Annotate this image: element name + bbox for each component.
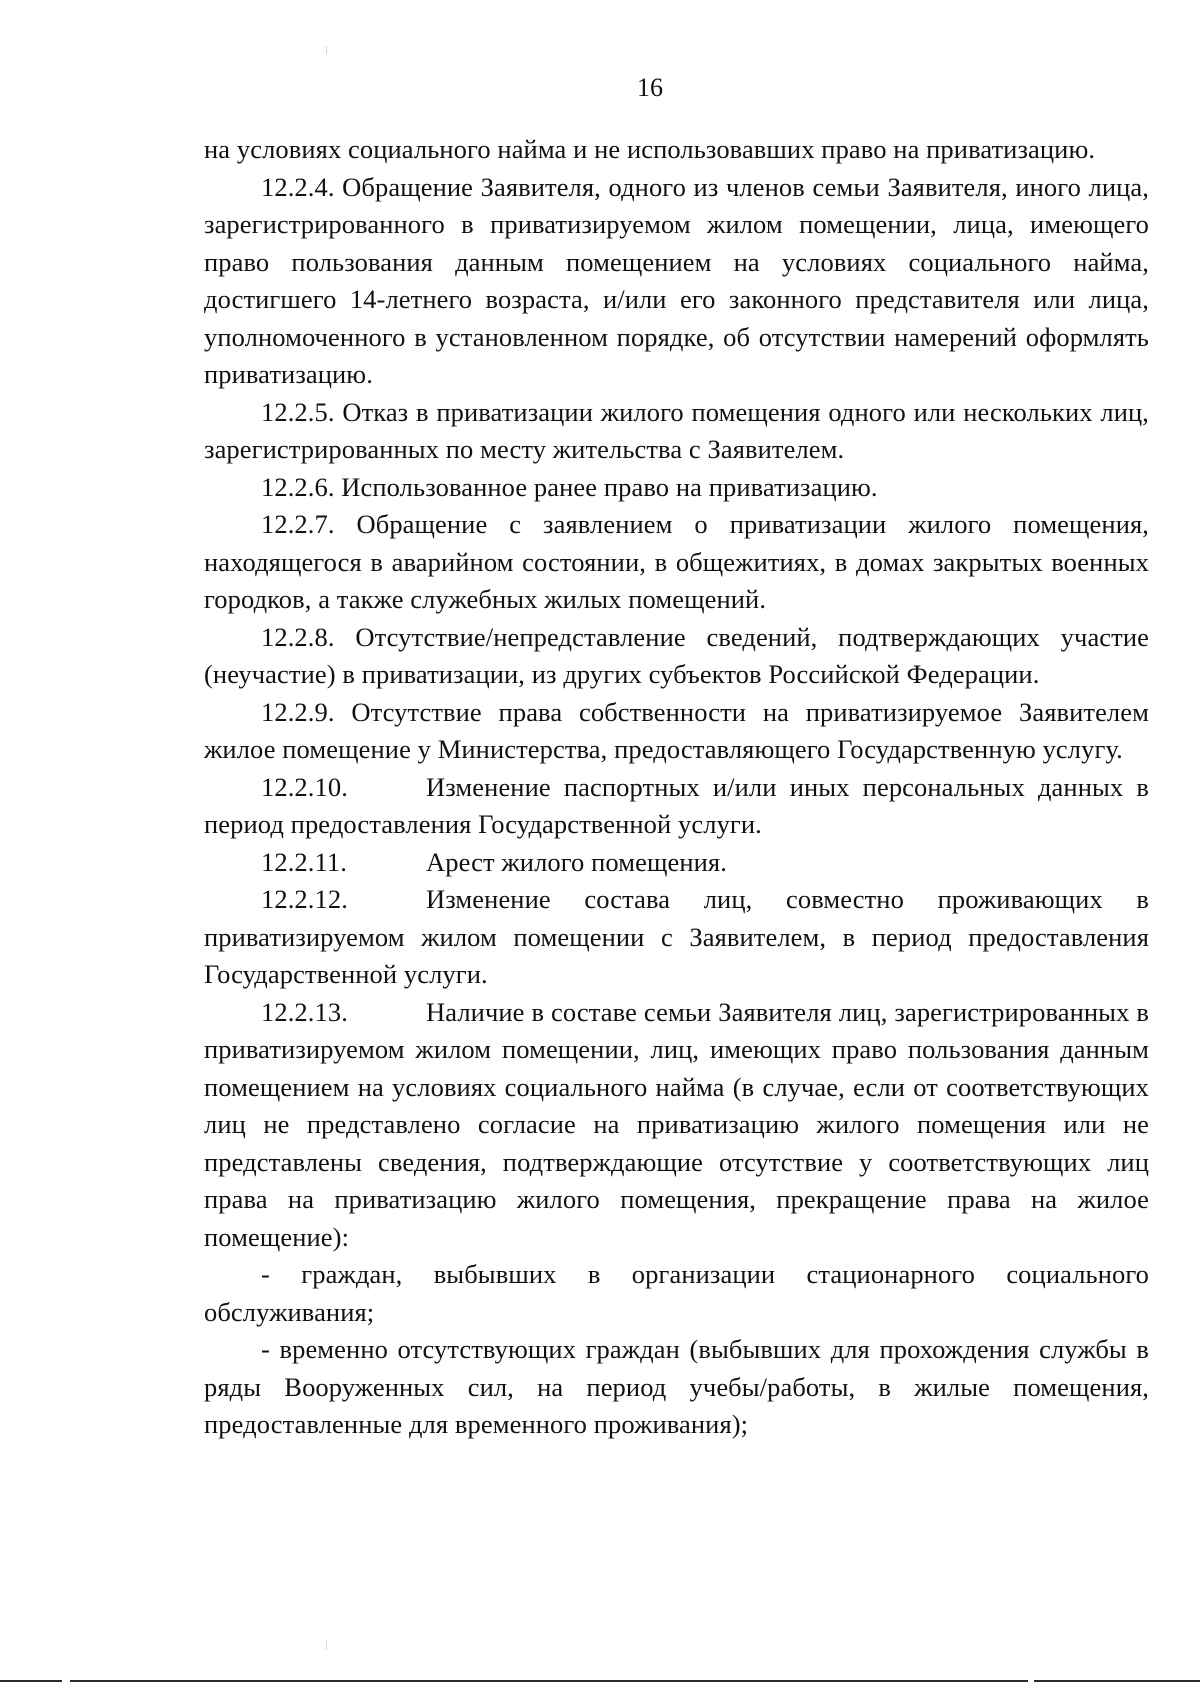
paragraph-text: Наличие в составе семьи Заявителя лиц, зарегистрированных в приватизируемом жилом помещении, лиц, имеющих право пользования данным помещением на условиях социального найма (в случае, если от соответствующих лиц не представлено согласие на приватизацию жилого помещения или не представлены сведения, подтверждающие отсутствие у соответствующих лиц права на приватизацию жилого помещения, прекращение права на жилое помещение): [204, 996, 1149, 1252]
paragraph-number: 12.2.11. [261, 846, 347, 877]
paragraph-text: Изменение паспортных и/или иных персональных данных в период предоставления Государственной услуги. [204, 771, 1149, 839]
paragraph-12-2-6: 12.2.6. Использованное ранее право на приватизацию. [261, 471, 878, 502]
paragraph-12-2-13 [204, 994, 1149, 1257]
list-item-dash-1: - граждан, выбывших в организации стационарного социального обслуживания; [204, 1259, 1149, 1327]
scan-artifact-bottom [326, 1640, 327, 1650]
list-item-dash-2: - временно отсутствующих граждан (выбывших для прохождения службы в ряды Вооруженных сил, на период учебы/работы, в жилые помещения, предоставленные для временного проживания); [204, 1334, 1149, 1439]
scan-edge-line [0, 1680, 1200, 1682]
scan-edge-gap [1028, 1679, 1034, 1683]
paragraph-text: Изменение состава лиц, совместно проживающих в приватизируемом жилом помещении с Заявителем, в период предоставления Государственной услуги. [204, 884, 1149, 989]
paragraph-number: 12.2.10. [261, 771, 348, 802]
paragraph-12-2-10 [204, 769, 1149, 844]
paragraph-12-2-4: 12.2.4. Обращение Заявителя, одного из членов семьи Заявителя, иного лица, зарегистрированного в приватизируемом жилом помещении, лица, имеющего право пользования данным помещением на условиях социального найма, достигшего 14-летнего возраста, и/или его законного представителя или лица, уполномоченного в установленном порядке, об отсутствии намерений оформлять приватизацию. [204, 171, 1149, 389]
paragraph-text: Арест жилого помещения. [426, 846, 727, 877]
paragraph-12-2-12 [204, 881, 1149, 994]
page-number: 16 [637, 73, 663, 102]
paragraph-intro: на условиях социального найма и не использовавших право на приватизацию. [204, 134, 1096, 164]
scan-edge-gap [62, 1679, 70, 1683]
paragraph-12-2-8: 12.2.8. Отсутствие/непредставление сведений, подтверждающих участие (неучастие) в приватизации, из других субъектов Российской Федерации. [204, 621, 1149, 689]
paragraph-number: 12.2.13. [261, 996, 348, 1027]
document-body [204, 131, 1149, 1444]
paragraph-12-2-7: 12.2.7. Обращение с заявлением о приватизации жилого помещения, находящегося в аварийном состоянии, в общежитиях, в домах закрытых военных городков, а также служебных жилых помещений. [204, 509, 1149, 614]
paragraph-12-2-11 [204, 844, 1149, 882]
paragraph-number: 12.2.12. [261, 884, 348, 914]
paragraph-12-2-5: 12.2.5. Отказ в приватизации жилого помещения одного или нескольких лиц, зарегистрированных по месту жительства с Заявителем. [204, 396, 1149, 464]
scan-artifact-top [326, 46, 327, 54]
paragraph-12-2-9: 12.2.9. Отсутствие права собственности на приватизируемое Заявителем жилое помещение у Министерства, предоставляющего Государственную услугу. [204, 696, 1149, 764]
